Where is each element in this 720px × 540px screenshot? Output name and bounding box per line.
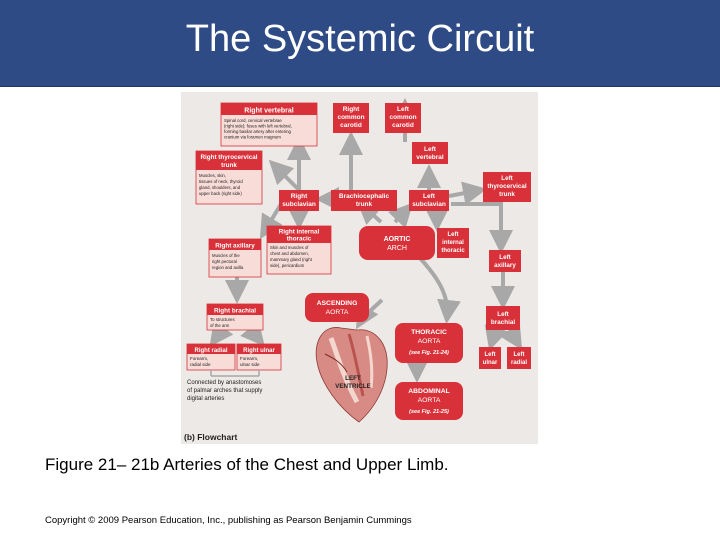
svg-text:Left: Left (501, 175, 513, 182)
svg-text:Right ulnar: Right ulnar (243, 348, 275, 354)
svg-text:Left: Left (397, 106, 409, 113)
right-radial (187, 344, 235, 370)
svg-text:digital arteries: digital arteries (187, 396, 225, 402)
svg-text:thyrocervical: thyrocervical (487, 183, 527, 190)
aortic-arch (359, 226, 435, 260)
right-vertebral-desc-4: cranium via foramen magnum (224, 134, 281, 140)
svg-text:chest and abdomen,: chest and abdomen, (270, 251, 309, 256)
svg-text:thoracic: thoracic (286, 235, 312, 243)
left-subclavian (409, 190, 449, 211)
svg-text:Muscles of the: Muscles of the (212, 253, 240, 258)
svg-text:axillary: axillary (494, 262, 516, 269)
svg-text:right pectoral: right pectoral (212, 259, 237, 264)
left-brachial (486, 306, 520, 330)
left-common-carotid (385, 103, 421, 133)
svg-text:subclavian: subclavian (412, 201, 446, 208)
svg-text:vertebral: vertebral (416, 154, 444, 161)
svg-text:AORTIC: AORTIC (383, 236, 411, 243)
right-vertebral-desc-3: forming basilar artery after entering (224, 129, 291, 134)
arrow-left-subclavian-to-thyrocervical (449, 190, 481, 196)
heart-illustration (316, 327, 387, 422)
svg-text:AORTA: AORTA (325, 309, 349, 316)
svg-text:radial side: radial side (190, 362, 211, 367)
svg-text:Right radial: Right radial (194, 348, 228, 354)
svg-text:AORTA: AORTA (417, 338, 441, 345)
right-vertebral-desc-2: (right side); fuses with left vertebral, (224, 123, 292, 129)
panel-label: (b) Flowchart (184, 432, 238, 442)
svg-text:Brachiocephalic: Brachiocephalic (338, 193, 390, 200)
svg-text:subclavian: subclavian (282, 201, 316, 208)
svg-text:ulnar: ulnar (482, 360, 498, 366)
brachiocephalic-trunk (331, 190, 397, 211)
right-vertebral-desc-1: Spinal cord, cervical vertebrae (224, 118, 282, 123)
left-axillary (489, 250, 521, 272)
arrow-left-brachial-to-ulnar (491, 332, 495, 345)
svg-text:common: common (389, 114, 417, 121)
svg-text:Right axillary: Right axillary (215, 242, 255, 250)
left-internal-thoracic (437, 228, 469, 258)
arrow-arch-to-left-subclavian (395, 207, 409, 222)
svg-text:carotid: carotid (340, 122, 362, 129)
svg-text:of the arm: of the arm (210, 323, 230, 328)
svg-text:AORTA: AORTA (417, 397, 441, 404)
svg-text:common: common (337, 114, 365, 121)
arrow-arch-to-thoracic (417, 255, 447, 318)
right-thyrocervical-trunk (196, 151, 262, 204)
right-axillary (209, 239, 261, 277)
abdominal-aorta (395, 382, 463, 420)
svg-text:radial: radial (510, 360, 528, 366)
svg-text:THORACIC: THORACIC (411, 329, 447, 336)
svg-text:Left: Left (424, 146, 436, 153)
svg-text:Left: Left (513, 352, 525, 358)
svg-text:Left: Left (447, 232, 459, 238)
svg-text:Left: Left (499, 254, 511, 261)
svg-text:ARCH: ARCH (387, 245, 407, 252)
flowchart-svg (181, 92, 538, 444)
right-common-carotid (333, 103, 369, 133)
right-internal-thoracic (267, 226, 331, 274)
left-ulnar (479, 347, 501, 369)
right-brachial (207, 304, 263, 330)
svg-text:side), pericardium: side), pericardium (270, 263, 305, 268)
svg-text:region and axilla: region and axilla (212, 265, 244, 270)
svg-text:Right brachial: Right brachial (214, 307, 256, 315)
svg-text:(see Fig. 21-24): (see Fig. 21-24) (409, 350, 449, 356)
right-vertebral (221, 103, 317, 146)
svg-text:(see Fig. 21-25): (see Fig. 21-25) (409, 409, 449, 415)
svg-text:tissues of neck, thyroid: tissues of neck, thyroid (199, 179, 243, 184)
svg-text:Muscles, skin,: Muscles, skin, (199, 173, 226, 178)
svg-text:Skin and muscles of: Skin and muscles of (270, 245, 309, 250)
figure-caption: Figure 21– 21b Arteries of the Chest and Upper Limb. (45, 455, 449, 474)
thoracic-aorta (395, 323, 463, 363)
svg-text:Right internal: Right internal (278, 228, 320, 236)
svg-text:trunk: trunk (221, 162, 237, 169)
svg-text:Left: Left (497, 311, 509, 318)
svg-text:ABDOMINAL: ABDOMINAL (408, 388, 450, 395)
svg-text:Right: Right (290, 193, 308, 200)
svg-text:upper back (right side): upper back (right side) (199, 191, 242, 196)
ascending-aorta (305, 293, 369, 322)
left-radial (507, 347, 531, 369)
left-ventricle-label-1: LEFT (345, 375, 361, 382)
right-subclavian (279, 190, 319, 211)
arrow-right-subclavian-to-thyrocervical (273, 164, 299, 190)
svg-text:trunk: trunk (499, 191, 515, 198)
arrow-left-brachial-to-radial (511, 332, 519, 345)
svg-text:Forearm,: Forearm, (190, 356, 209, 361)
svg-text:Left: Left (484, 352, 496, 358)
svg-text:Forearm,: Forearm, (240, 356, 259, 361)
svg-text:gland, shoulders, and: gland, shoulders, and (199, 185, 241, 190)
svg-text:ASCENDING: ASCENDING (316, 300, 358, 307)
svg-text:brachial: brachial (490, 319, 516, 326)
left-ventricle-label-2: VENTRICLE (335, 383, 371, 390)
anastomoses-note (187, 370, 262, 402)
svg-text:mammary gland (right: mammary gland (right (270, 257, 312, 262)
right-vertebral-label: Right vertebral (244, 107, 294, 115)
svg-text:carotid: carotid (392, 122, 414, 129)
svg-text:trunk: trunk (355, 201, 373, 208)
copyright-notice: Copyright © 2009 Pearson Education, Inc., publishing as Pearson Benjamin Cummings (45, 515, 412, 526)
slide-title: The Systemic Circuit (185, 18, 535, 60)
svg-text:Right thyrocervical: Right thyrocervical (200, 154, 258, 161)
svg-text:To structures: To structures (210, 317, 235, 322)
svg-text:Connected by anastomoses: Connected by anastomoses (187, 380, 262, 386)
right-ulnar (237, 344, 281, 370)
svg-text:thoracic: thoracic (441, 248, 465, 254)
svg-text:Right: Right (342, 106, 360, 113)
flowchart-panel (181, 92, 538, 444)
svg-text:internal: internal (442, 240, 464, 246)
svg-text:of palmar arches that supply: of palmar arches that supply (187, 388, 263, 394)
left-vertebral (412, 142, 448, 164)
svg-text:ulnar side: ulnar side (240, 362, 260, 367)
svg-text:Left: Left (423, 193, 435, 200)
left-thyrocervical-trunk (483, 172, 531, 202)
